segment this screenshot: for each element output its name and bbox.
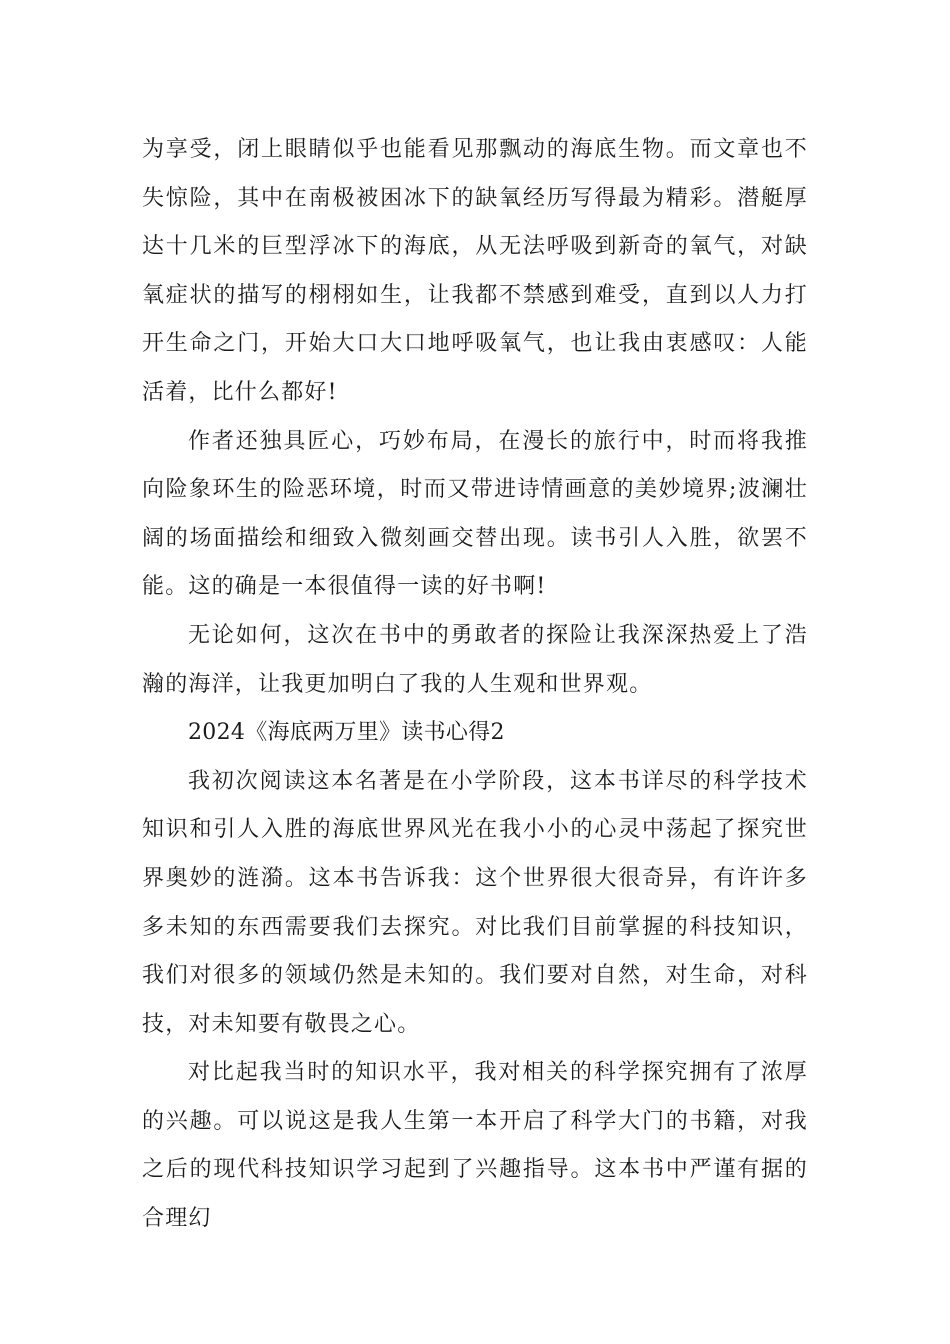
paragraph: 无论如何，这次在书中的勇敢者的探险让我深深热爱上了浩瀚的海洋，让我更加明白了我的人生观和世界观。 xyxy=(142,622,808,697)
paragraph: 对比起我当时的知识水平，我对相关的科学探究拥有了浓厚的兴趣。可以说这是我人生第一本开启了科学大门的书籍，对我之后的现代科技知识学习起到了兴趣指导。这本书中严谨有据的合理幻 xyxy=(142,1060,808,1232)
paragraph-continued: 为享受，闭上眼睛似乎也能看见那飘动的海底生物。而文章也不失惊险，其中在南极被困冰下的缺氧经历写得最为精彩。潜艇厚达十几米的巨型浮冰下的海底，从无法呼吸到新奇的氧气，对缺氧症状的描写的栩栩如生，让我都不禁感到难受，直到以人力打开生命之门，开始大口大口地呼吸氧气，也让我由衷感叹：人能活着，比什么都好! xyxy=(142,137,808,405)
paragraph: 作者还独具匠心，巧妙布局，在漫长的旅行中，时而将我推向险象环生的险恶环境，时而又带进诗情画意的美妙境界;波澜壮阔的场面描绘和细致入微刻画交替出现。读书引人入胜，欲罢不能。这的确是一本很值得一读的好书啊! xyxy=(142,428,808,600)
section-heading: 2024《海底两万里》读书心得2 xyxy=(188,720,505,746)
document-body xyxy=(142,126,808,1244)
paragraph: 我初次阅读这本名著是在小学阶段，这本书详尽的科学技术知识和引人入胜的海底世界风光在我小小的心灵中荡起了探究世界奥妙的涟漪。这本书告诉我：这个世界很大很奇异，有许许多多未知的东西需要我们去探究。对比我们目前掌握的科技知识，我们对很多的领域仍然是未知的。我们要对自然，对生命，对科技，对未知要有敬畏之心。 xyxy=(142,768,808,1037)
